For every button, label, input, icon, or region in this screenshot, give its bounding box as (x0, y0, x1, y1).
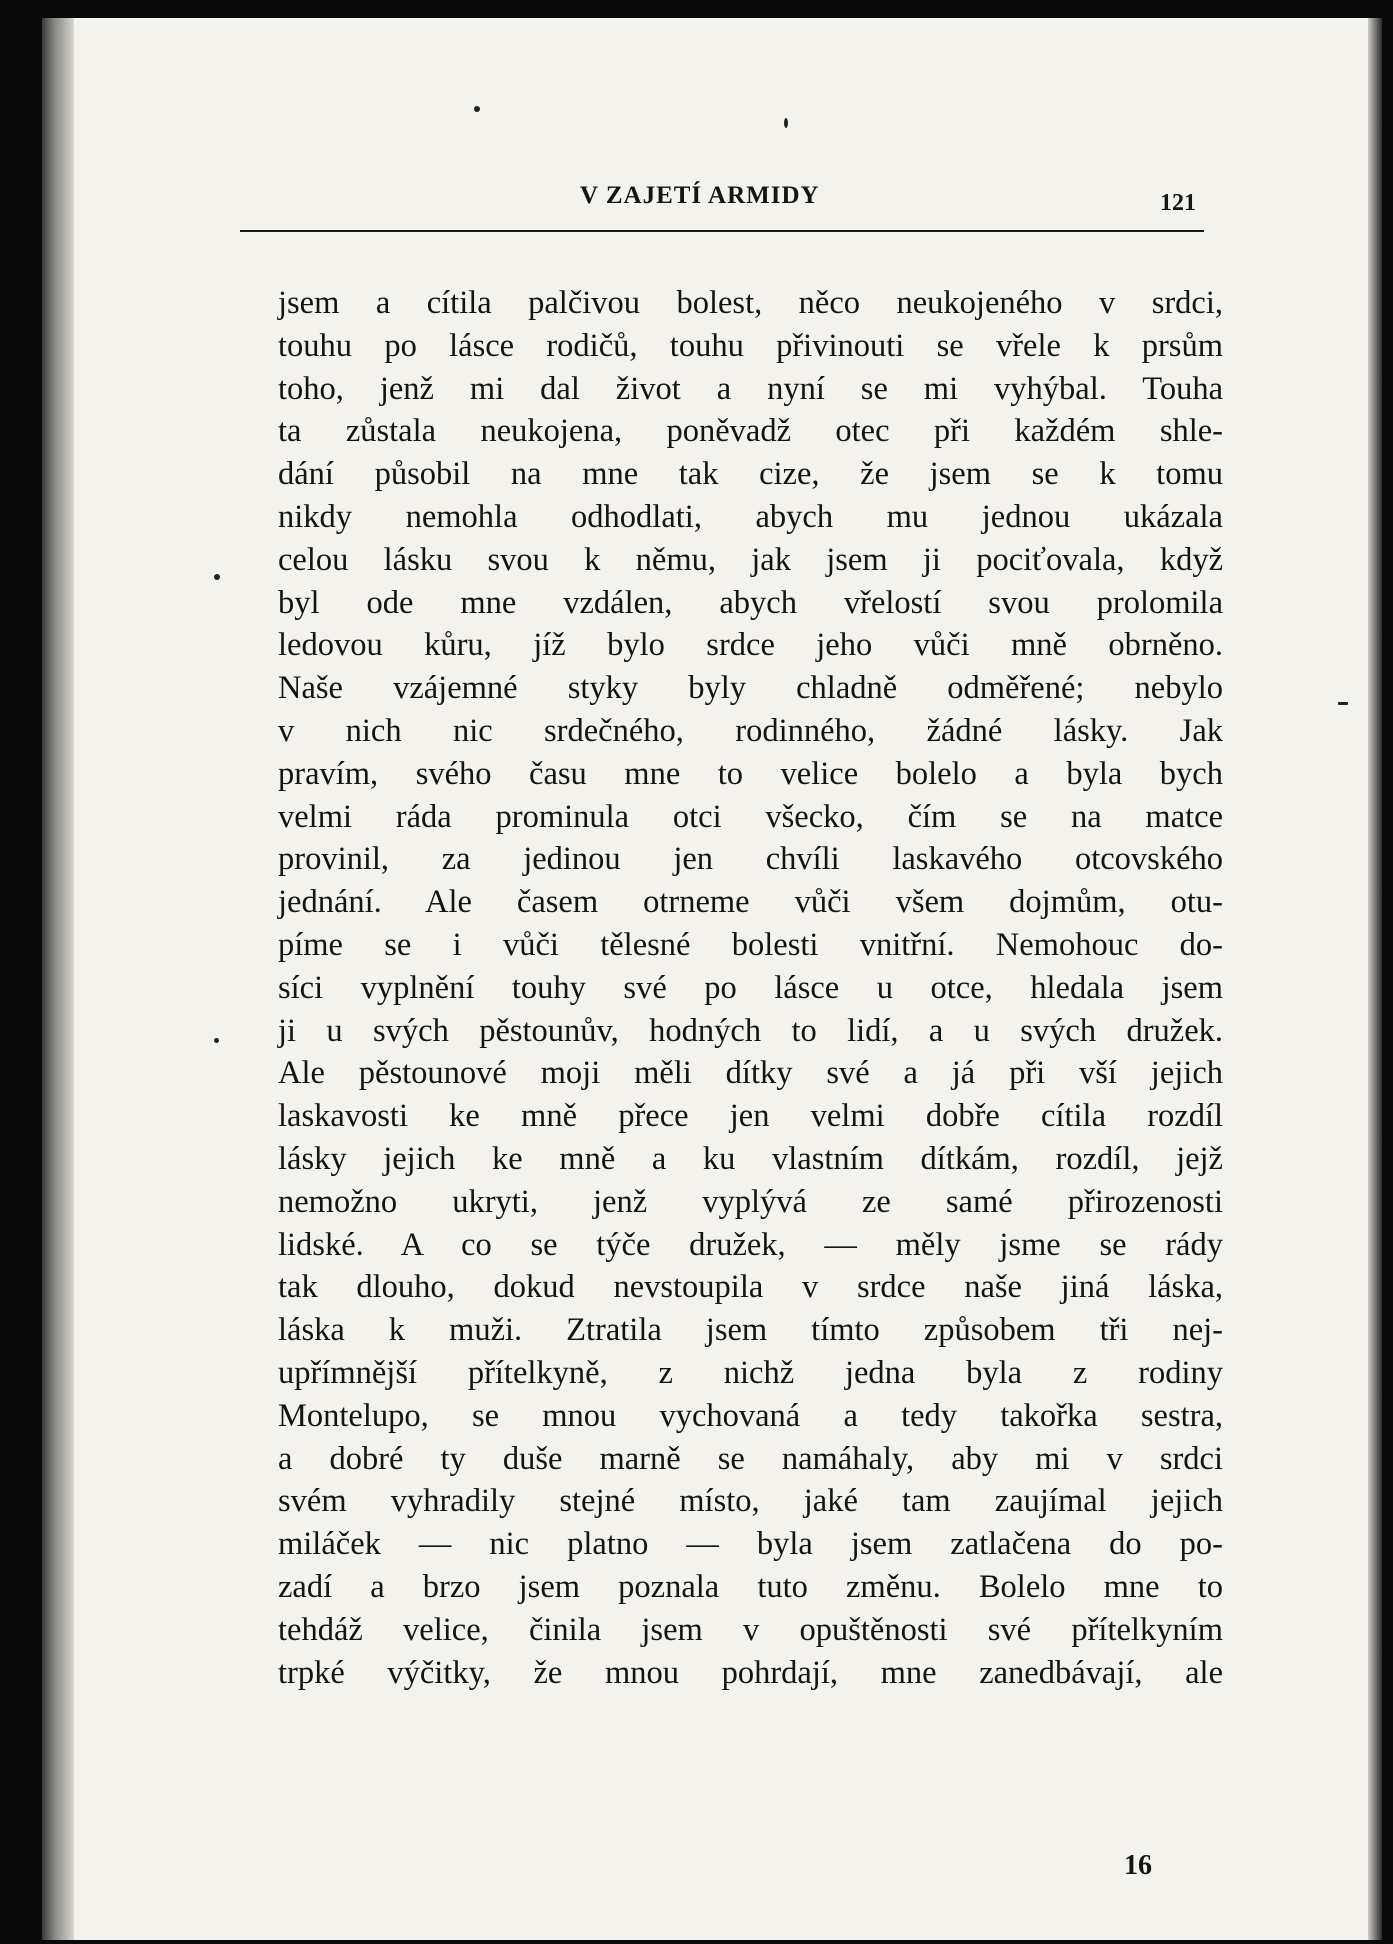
text-line: píme se i vůči tělesné bolesti vnitřní. Nemohouc do- (278, 926, 1223, 963)
text-line: zadí a brzo jsem poznala tuto změnu. Bolelo mne to (278, 1568, 1223, 1605)
book-page (42, 18, 1382, 1940)
print-speck (1338, 702, 1348, 705)
header-rule (240, 230, 1204, 232)
text-line: celou lásku svou k němu, jak jsem ji pociťovala, když (278, 541, 1223, 578)
text-line: miláček — nic platno — byla jsem zatlačena do po- (278, 1526, 1223, 1563)
page-number: 121 (1160, 190, 1196, 216)
text-line: toho, jenž mi dal život a nyní se mi vyhýbal. Touha (278, 370, 1223, 407)
text-line: ledovou kůru, jíž bylo srdce jeho vůči mně obrněno. (278, 627, 1223, 664)
text-line: lidské. A co se týče družek, — měly jsme se rády (278, 1226, 1223, 1263)
text-line: v nich nic srdečného, rodinného, žádné lásky. Jak (278, 712, 1223, 749)
text-line: a dobré ty duše marně se namáhaly, aby mi v srdci (278, 1440, 1223, 1477)
text-line: tak dlouho, dokud nevstoupila v srdce naše jiná láska, (278, 1269, 1223, 1306)
text-line: Naše vzájemné styky byly chladně odměřené; nebylo (278, 670, 1223, 707)
text-line: touhu po lásce rodičů, touhu přivinouti se vřele k prsům (278, 327, 1223, 364)
text-line: provinil, za jedinou jen chvíli laskavého otcovského (278, 841, 1223, 878)
text-line: Montelupo, se mnou vychovaná a tedy takořka sestra, (278, 1397, 1223, 1434)
text-line: láska k muži. Ztratila jsem tímto způsobem tři nej- (278, 1312, 1223, 1349)
text-line: upřímnější přítelkyně, z nichž jedna byla z rodiny (278, 1354, 1223, 1391)
text-line: ta zůstala neukojena, poněvadž otec při každém shle- (278, 413, 1223, 450)
print-speck (214, 574, 220, 580)
text-line: jednání. Ale časem otrneme vůči všem dojmům, otu- (278, 884, 1223, 921)
text-line: trpké výčitky, že mnou pohrdají, mne zanedbávají, ale (278, 1654, 1223, 1691)
page-edge-shadow (1368, 18, 1382, 1940)
print-speck (474, 106, 480, 112)
text-line: Ale pěstounové moji měli dítky své a já při vší jejich (278, 1055, 1223, 1092)
text-line: laskavosti ke mně přece jen velmi dobře cítila rozdíl (278, 1098, 1223, 1135)
running-title: V ZAJETÍ ARMIDY (580, 182, 820, 209)
text-line: velmi ráda prominula otci všecko, čím se na matce (278, 798, 1223, 835)
body-text (278, 282, 1223, 1694)
binding-edge (42, 18, 74, 1940)
text-line: nemožno ukryti, jenž vyplývá ze samé přirozenosti (278, 1183, 1223, 1220)
text-line: dání působil na mne tak cize, že jsem se k tomu (278, 456, 1223, 493)
text-line: lásky jejich ke mně a ku vlastním dítkám, rozdíl, jejž (278, 1140, 1223, 1177)
text-line: ji u svých pěstounův, hodných to lidí, a u svých družek. (278, 1012, 1223, 1049)
text-line: jsem a cítila palčivou bolest, něco neukojeného v srdci, (278, 285, 1223, 321)
signature-mark: 16 (1124, 1850, 1152, 1881)
text-line: tehdáž velice, činila jsem v opuštěnosti své přítelkyním (278, 1611, 1223, 1648)
text-line: byl ode mne vzdálen, abych vřelostí svou prolomila (278, 584, 1223, 621)
running-head (240, 166, 1206, 216)
text-line: svém vyhradily stejné místo, jaké tam zaujímal jejich (278, 1483, 1223, 1520)
text-line: pravím, svého času mne to velice bolelo a byla bych (278, 755, 1223, 792)
text-line: síci vyplnění touhy své po lásce u otce, hledala jsem (278, 969, 1223, 1006)
text-line: nikdy nemohla odhodlati, abych mu jednou ukázala (278, 498, 1223, 535)
print-speck (214, 1038, 219, 1043)
print-speck (784, 118, 788, 128)
